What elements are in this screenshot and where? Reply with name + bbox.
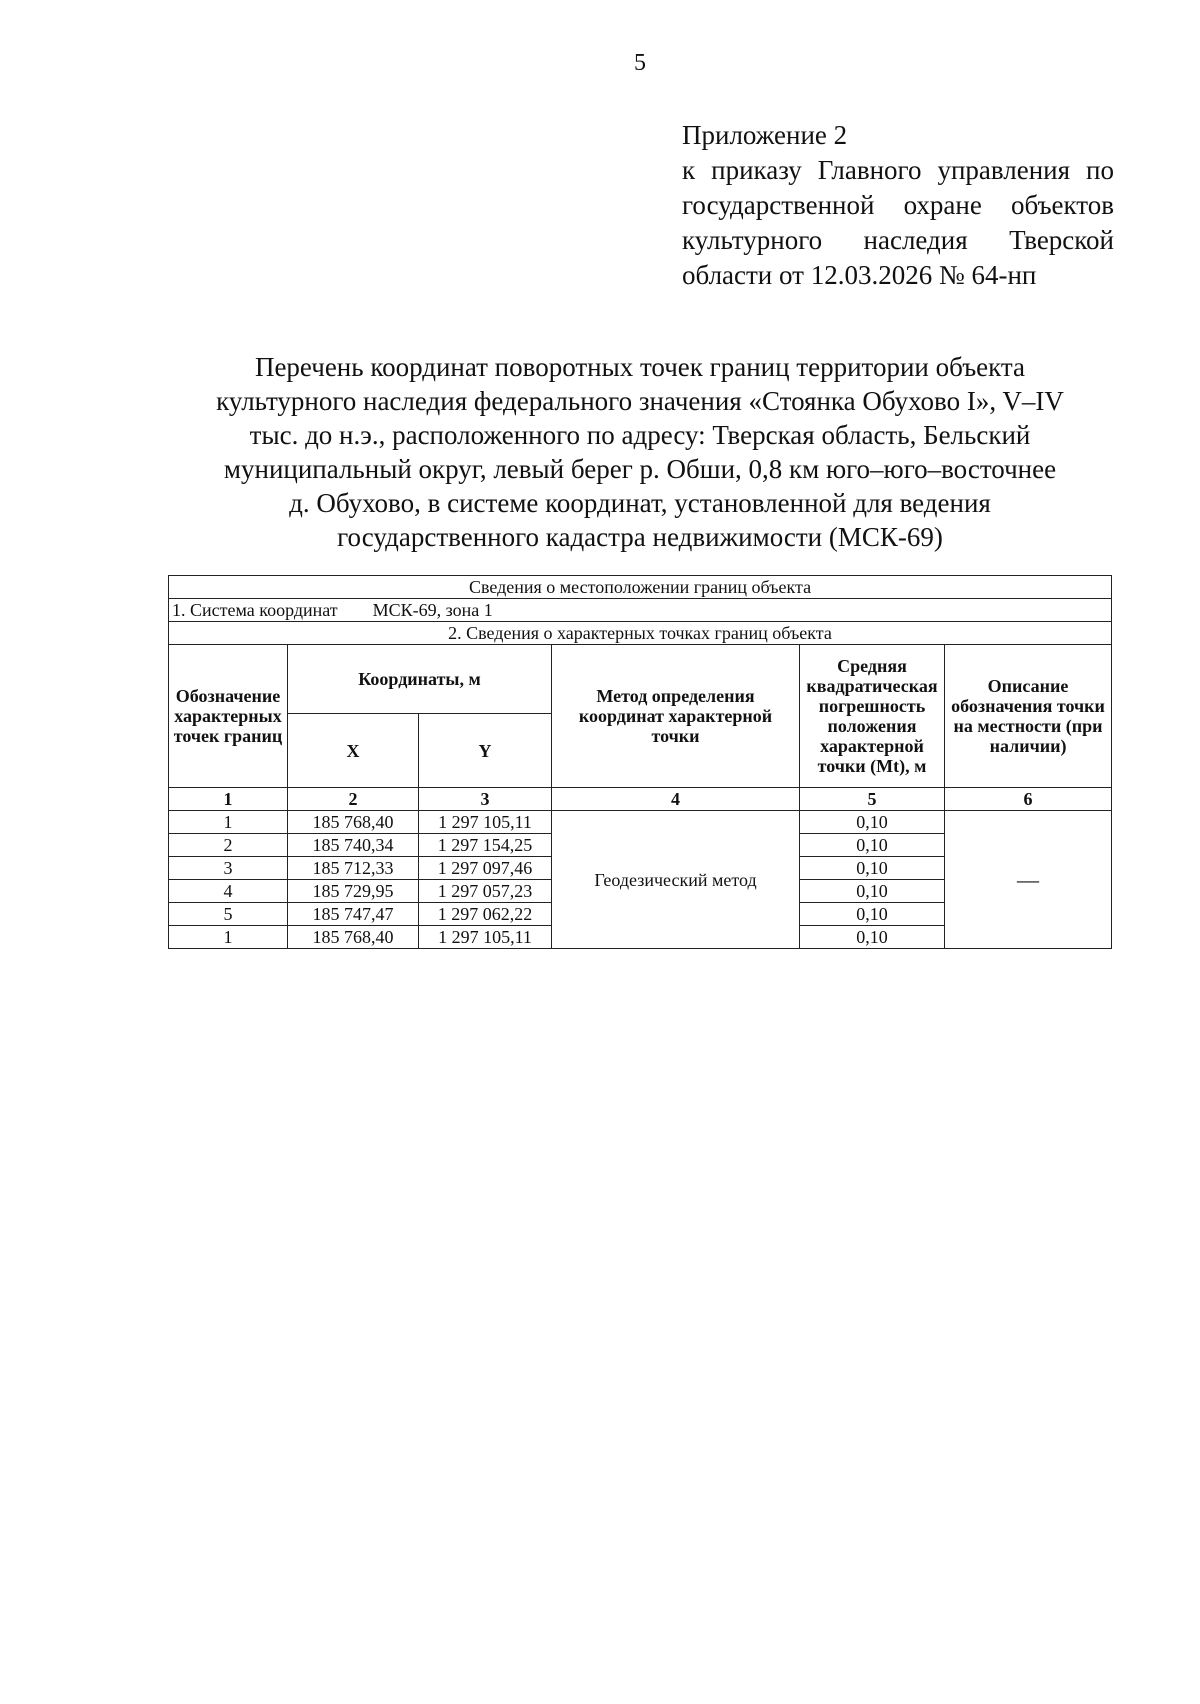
- column-number: 2: [288, 788, 419, 811]
- column-number: 5: [800, 788, 945, 811]
- appendix-line: Приложение 2: [682, 120, 848, 150]
- appendix-block: [682, 118, 1114, 293]
- section-header-row: [169, 576, 1112, 599]
- error-value: 0,10: [800, 834, 945, 857]
- point-number: 1: [169, 926, 288, 949]
- title-line: тыс. до н.э., расположенного по адресу: Тверская область, Бельский: [249, 420, 1031, 450]
- column-number: 1: [169, 788, 288, 811]
- column-number: 6: [945, 788, 1112, 811]
- title-line: д. Обухово, в системе координат, установленной для ведения: [289, 488, 991, 518]
- header-description: Описание обозначения точки на местности (при наличии): [945, 645, 1112, 788]
- title-line: муниципальный округ, левый берег р. Обши, 0,8 км юго–юго–восточнее: [223, 454, 1057, 484]
- coord-x: 185 740,34: [288, 834, 419, 857]
- coord-y: 1 297 062,22: [419, 903, 552, 926]
- appendix-line: культурного наследия Тверской: [682, 225, 1114, 255]
- point-number: 5: [169, 903, 288, 926]
- coord-y: 1 297 105,11: [419, 811, 552, 834]
- appendix-line: к приказу Главного управления по: [682, 155, 1114, 185]
- column-number-row: [169, 788, 1112, 811]
- appendix-line: государственной охране объектов: [682, 190, 1114, 220]
- header-y: Y: [419, 714, 552, 788]
- header-error: Средняя квадратическая погрешность положения характерной точки (Mt), м: [800, 645, 945, 788]
- title-line: Перечень координат поворотных точек границ территории объекта: [254, 352, 1026, 382]
- point-number: 3: [169, 857, 288, 880]
- coord-x: 185 729,95: [288, 880, 419, 903]
- coord-system-value: МСК-69, зона 1: [372, 600, 493, 620]
- error-value: 0,10: [800, 903, 945, 926]
- coord-x: 185 712,33: [288, 857, 419, 880]
- error-value: 0,10: [800, 926, 945, 949]
- header-designation: Обозначение характерных точек границ: [169, 645, 288, 788]
- header-row-1: [169, 645, 1112, 714]
- title-line: государственного кадастра недвижимости (МСК-69): [337, 522, 943, 552]
- coord-y: 1 297 097,46: [419, 857, 552, 880]
- point-number: 2: [169, 834, 288, 857]
- page-number: 5: [634, 50, 646, 76]
- header-coordinates: Координаты, м: [288, 645, 552, 714]
- table-row: [169, 811, 1112, 834]
- subsection-header: 2. Сведения о характерных точках границ объекта: [169, 622, 1112, 645]
- description-cell: —: [945, 811, 1112, 949]
- coord-system-label: 1. Система координат: [172, 600, 338, 620]
- coord-y: 1 297 057,23: [419, 880, 552, 903]
- header-method: Метод определения координат характерной точки: [552, 645, 800, 788]
- coord-x: 185 747,47: [288, 903, 419, 926]
- point-number: 4: [169, 880, 288, 903]
- subsection-header-row: [169, 622, 1112, 645]
- error-value: 0,10: [800, 857, 945, 880]
- coord-system-row: [169, 599, 1112, 622]
- title-line: культурного наследия федерального значения «Стоянка Обухово I», V–IV: [216, 386, 1064, 416]
- column-number: 3: [419, 788, 552, 811]
- column-number: 4: [552, 788, 800, 811]
- coordinates-table: [168, 575, 1112, 949]
- section-header: Сведения о местоположении границ объекта: [169, 576, 1112, 599]
- point-number: 1: [169, 811, 288, 834]
- method-cell: Геодезический метод: [552, 811, 800, 949]
- document-title: [150, 350, 1130, 554]
- coord-x: 185 768,40: [288, 811, 419, 834]
- coord-y: 1 297 105,11: [419, 926, 552, 949]
- error-value: 0,10: [800, 811, 945, 834]
- error-value: 0,10: [800, 880, 945, 903]
- header-x: X: [288, 714, 419, 788]
- appendix-line: области от 12.03.2026 № 64-нп: [682, 260, 1037, 290]
- coord-y: 1 297 154,25: [419, 834, 552, 857]
- coord-x: 185 768,40: [288, 926, 419, 949]
- coord-system-cell: [169, 599, 1112, 622]
